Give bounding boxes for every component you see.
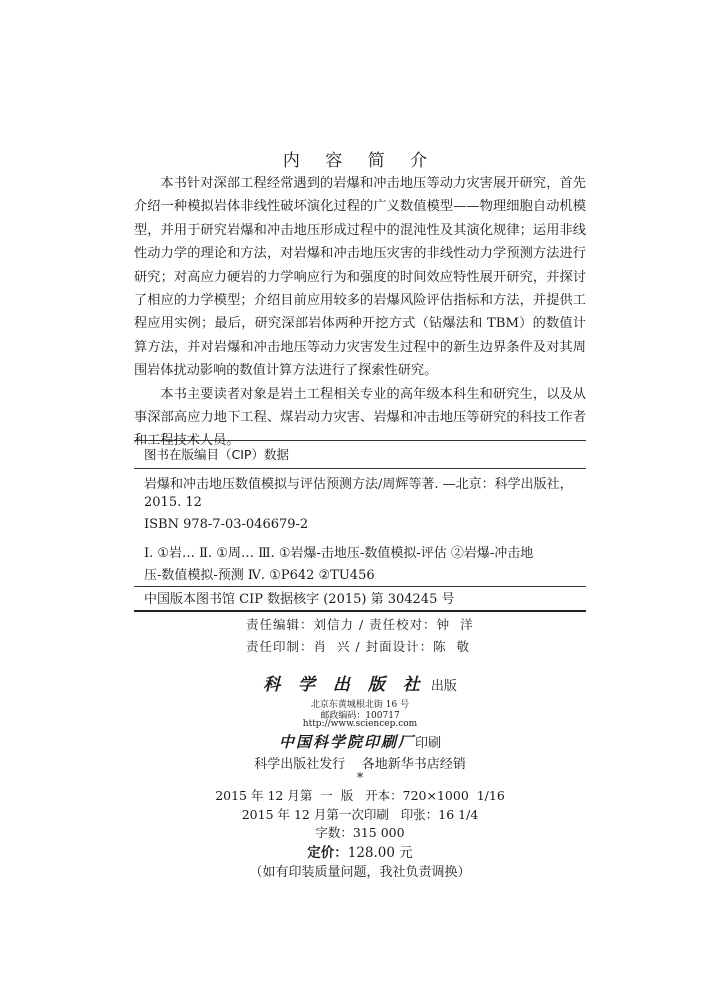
printer-name: 中国科学院印刷厂 [278, 733, 415, 751]
publisher-postcode: 邮政编码：100717 [320, 711, 400, 721]
cip-heading: 图书在版编目（CIP）数据 [144, 447, 289, 462]
price-value: 128.00 元 [347, 845, 413, 861]
printing-line: 2015 年 12 月第一次印刷 印张：16 1/4 [241, 807, 479, 822]
cip-classification-line: 压-数值模拟-预测 Ⅳ. ①P642 ②TU456 [144, 568, 375, 583]
distribution-line: 科学出版社发行 各地新华书店经销 [254, 757, 466, 772]
summary-body [134, 172, 586, 453]
printer-suffix: 印刷 [415, 736, 442, 751]
cip-record-number: 中国版本图书馆 CIP 数据核字 (2015) 第 304245 号 [144, 592, 455, 607]
cip-record-rule [134, 586, 586, 587]
summary-paragraph: 本书主要读者对象是岩土工程相关专业的高年级本科生和研究生，以及从事深部高应力地下工程、煤岩动力灾害、岩爆和冲击地压等研究的科技工作者和工程技术人员。 [134, 386, 586, 449]
publisher-url: http://www.sciencep.com [302, 719, 418, 729]
publisher-suffix: 出版 [430, 679, 457, 694]
cip-date-line: 2015. 12 [144, 495, 202, 510]
cip-classification-line: Ⅰ. ①岩… Ⅱ. ①周… Ⅲ. ①岩爆-击地压-数值模拟-评估 ②岩爆-冲击地 [144, 546, 534, 561]
summary-title: 内 容 简 介 [282, 151, 438, 171]
editors-line: 责任编辑：刘信力 / 责任校对：钟 洋 [246, 617, 474, 632]
printer-line [0, 731, 720, 752]
summary-paragraph: 本书针对深部工程经常遇到的岩爆和冲击地压等动力灾害展开研究，首先介绍一种模拟岩体非线性破坏演化过程的广义数值模型——物理细胞自动机模型，并用于研究岩爆和冲击地压形成过程中的混沌性及其演化规律；运用非线性动力学的理论和方法，对岩爆和冲击地压灾害的非线性动力学预测方法进行研究；对高应力硬岩的力学响应行为和强度的时间效应特性展开研究，并探讨了相应的力学模型；介绍目前应用较多的岩爆风险评估指标和方法，并提供工程应用实例；最后，研究深部岩体两种开挖方式（钻爆法和 TBM）的数值计算方法，并对岩爆和冲击地压等动力灾害发生过程中的新生边界条件及对其周围岩体扰动影响的数值计算方法进行了探索性研究。 [134, 176, 586, 379]
publisher-address: 北京东黄城根北街 16 号 [310, 700, 410, 710]
cip-top-rule [134, 440, 586, 441]
price-line [0, 841, 720, 861]
word-count: 字数：315 000 [315, 825, 405, 840]
price-label: 定价： [307, 845, 348, 861]
separator-star: * [356, 771, 364, 786]
cip-title-line: 岩爆和冲击地压数值模拟与评估预测方法/周辉等著. —北京：科学出版社， [144, 477, 573, 492]
cip-isbn: ISBN 978-7-03-046679-2 [144, 517, 309, 532]
edition-line: 2015 年 12 月第 一 版 开本：720×1000 1/16 [215, 788, 505, 803]
quality-notice: （如有印装质量问题，我社负责调换） [249, 865, 471, 880]
publisher-name: 科 学 出 版 社 [263, 675, 426, 695]
cip-heading-rule [134, 468, 586, 469]
cip-bottom-rule [134, 610, 586, 612]
production-line: 责任印制：肖 兴 / 封面设计：陈 敬 [246, 639, 471, 654]
publisher-line [0, 670, 720, 695]
